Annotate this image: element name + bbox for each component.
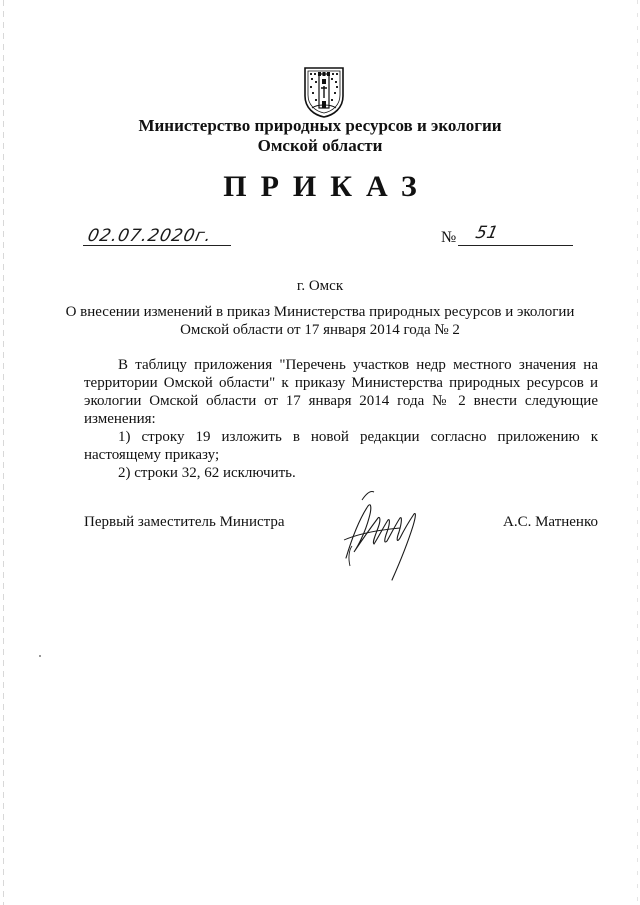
signatory-name: А.С. Матненко bbox=[503, 514, 598, 530]
order-subject bbox=[0, 303, 640, 339]
body-paragraph: В таблицу приложения "Перечень участков недр местного значения на территории Омской области" к приказу Министерства природных ресурсов и экологии Омской области от 17 января 2014 года № 2 внести следующие изменения: bbox=[84, 357, 598, 427]
subject-line2: Омской области от 17 января 2014 года № 2 bbox=[180, 322, 460, 338]
city-label: г. Омск bbox=[296, 278, 344, 294]
handwritten-number: 51 bbox=[473, 223, 500, 243]
organization-name-line2: Омской области bbox=[257, 136, 383, 155]
subject-line1: О внесении изменений в приказ Министерства природных ресурсов и экологии bbox=[65, 304, 575, 320]
organization-name-line1: Министерство природных ресурсов и экологии bbox=[138, 116, 502, 135]
body-paragraph: 2) строки 32, 62 исключить. bbox=[118, 465, 296, 481]
handwritten-signature-icon bbox=[338, 488, 438, 583]
date-underline bbox=[83, 245, 231, 246]
number-label: № bbox=[441, 229, 457, 246]
signatory-position: Первый заместитель Министра bbox=[84, 514, 285, 530]
document-type-title: ПРИКАЗ bbox=[223, 170, 431, 203]
order-body bbox=[84, 356, 598, 482]
body-paragraph: 1) строку 19 изложить в новой редакции согласно приложению к настоящему приказу; bbox=[84, 429, 598, 463]
handwritten-date: 02.07.2020г. bbox=[85, 226, 214, 246]
omsk-coat-of-arms-icon bbox=[302, 66, 346, 118]
scan-speck bbox=[39, 655, 41, 657]
number-underline bbox=[458, 245, 573, 246]
